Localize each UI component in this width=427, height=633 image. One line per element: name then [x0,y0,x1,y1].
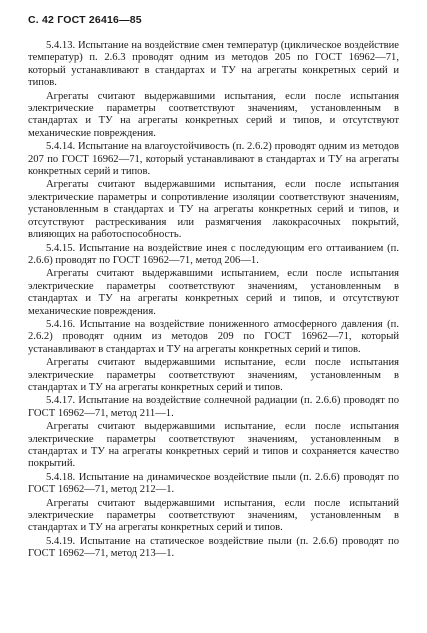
paragraph-5-4-17: 5.4.17. Испытание на воздействие солнечной радиации (п. 2.6.6) проводят по ГОСТ 16962—71, метод 211—1. [28,395,399,419]
body-text [28,40,399,562]
paragraph-5-4-14-criteria: Агрегаты считают выдержавшими испытания, если после испытания электрические параметры и сопротивление изоляции соответствуют значениям, установленным в стандартах и ТУ на агрегаты конкретных серий и типов, и отсутствуют растрескивания или размягчения лакокрасочных покрытий, влияющих на работоспособность. [28,179,399,241]
page-number: С. 42 [28,14,55,26]
paragraph-5-4-18-criteria: Агрегаты считают выдержавшими испытания, если после испытаний электрические параметры соответствуют значениям, установленным в стандартах и ТУ на агрегаты конкретных серий и типов. [28,497,399,534]
paragraph-5-4-13-criteria: Агрегаты считают выдержавшими испытания, если после испытания электрические параметры соответствуют значениям, установленным в стандартах и ТУ на агрегаты конкретных серий и типов, и отсутствуют механические повреждения. [28,90,399,139]
paragraph-5-4-18: 5.4.18. Испытание на динамическое воздействие пыли (п. 2.6.6) проводят по ГОСТ 16962—71, метод 212—1. [28,471,399,496]
paragraph-5-4-15: 5.4.15. Испытание на воздействие инея с последующим его оттаиванием (п. 2.6.6) проводят по ГОСТ 16962—71, метод 206—1. [28,242,399,266]
paragraph-5-4-19: 5.4.19. Испытание на статическое воздействие пыли (п. 2.6.6) проводят по ГОСТ 16962—71, метод 213—1. [28,535,399,560]
paragraph-5-4-16-criteria: Агрегаты считают выдержавшими испытание, если после испытания электрические параметры соответствуют значениям, установленным в стандартах и ТУ на агрегаты конкретных серий и типов. [28,357,399,393]
paragraph-5-4-17-criteria: Агрегаты считают выдержавшими испытание, если после испытания электрические параметры соответствуют значениям, установленным в стандартах и ТУ на агрегаты конкретных серий и типов и сохраняется качество покрытий. [28,421,399,470]
paragraph-5-4-13: 5.4.13. Испытание на воздействие смен температур (циклическое воздействие температур) п. 2.6.3 проводят одним из методов 205 по ГОСТ 16962—71, который устанавливают в стандартах и ТУ на агрегаты конкретных серий и типов. [28,40,399,89]
paragraph-5-4-14: 5.4.14. Испытание на влагоустойчивость (п. 2.6.2) проводят одним из методов 207 по ГОСТ 16962—71, который устанавливают в стандартах и ТУ на агрегаты конкретных серий и типов. [28,141,399,178]
page-header [28,14,142,26]
paragraph-5-4-16: 5.4.16. Испытание на воздействие пониженного атмосферного давления (п. 2.6.2) проводят одним из методов 209 по ГОСТ 16962—71, который устанавливают в стандартах и ТУ на агрегаты конкретных серий и типов. [28,318,399,355]
paragraph-5-4-15-criteria: Агрегаты считают выдержавшими испытанием, если после испытания электрические параметры соответствуют значениям, установленным в стандартах и ТУ на агрегаты конкретных серий и типов, и отсутствуют механические повреждения. [28,268,399,317]
document-code: ГОСТ 26416—85 [57,14,142,26]
